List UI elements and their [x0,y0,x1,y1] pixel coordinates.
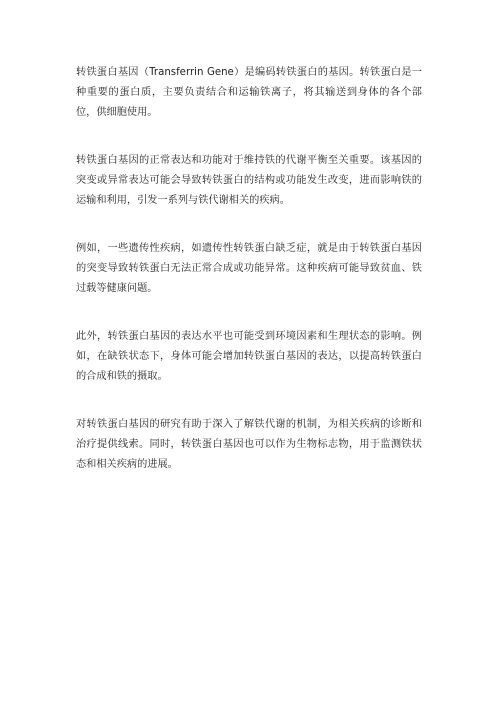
document-body [76,63,422,503]
paragraph-research: 对转铁蛋白基因的研究有助于深入了解铁代谢的机制，为相关疾病的诊断和治疗提供线索。同时，转铁蛋白基因也可以作为生物标志物，用于监测铁状态和相关疾病的进展。 [76,419,422,470]
paragraph-example: 例如，一些遗传性疾病，如遗传性转铁蛋白缺乏症，就是由于转铁蛋白基因的突变导致转铁蛋白无法正常合成或功能异常。这种疾病可能导致贫血、铁过载等健康问题。 [76,243,422,294]
paragraph-intro: 转铁蛋白基因（Transferrin Gene）是编码转铁蛋白的基因。转铁蛋白是一种重要的蛋白质，主要负责结合和运输铁离子，将其输送到身体的各个部位，供细胞使用。 [76,67,422,118]
paragraph-expression: 转铁蛋白基因的正常表达和功能对于维持铁的代谢平衡至关重要。该基因的突变或异常表达可能会导致转铁蛋白的结构或功能发生改变，进而影响铁的运输和利用，引发一系列与铁代谢相关的疾病。 [76,155,422,206]
paragraph-regulation: 此外，转铁蛋白基因的表达水平也可能受到环境因素和生理状态的影响。例如，在缺铁状态下，身体可能会增加转铁蛋白基因的表达，以提高转铁蛋白的合成和铁的摄取。 [76,331,422,382]
